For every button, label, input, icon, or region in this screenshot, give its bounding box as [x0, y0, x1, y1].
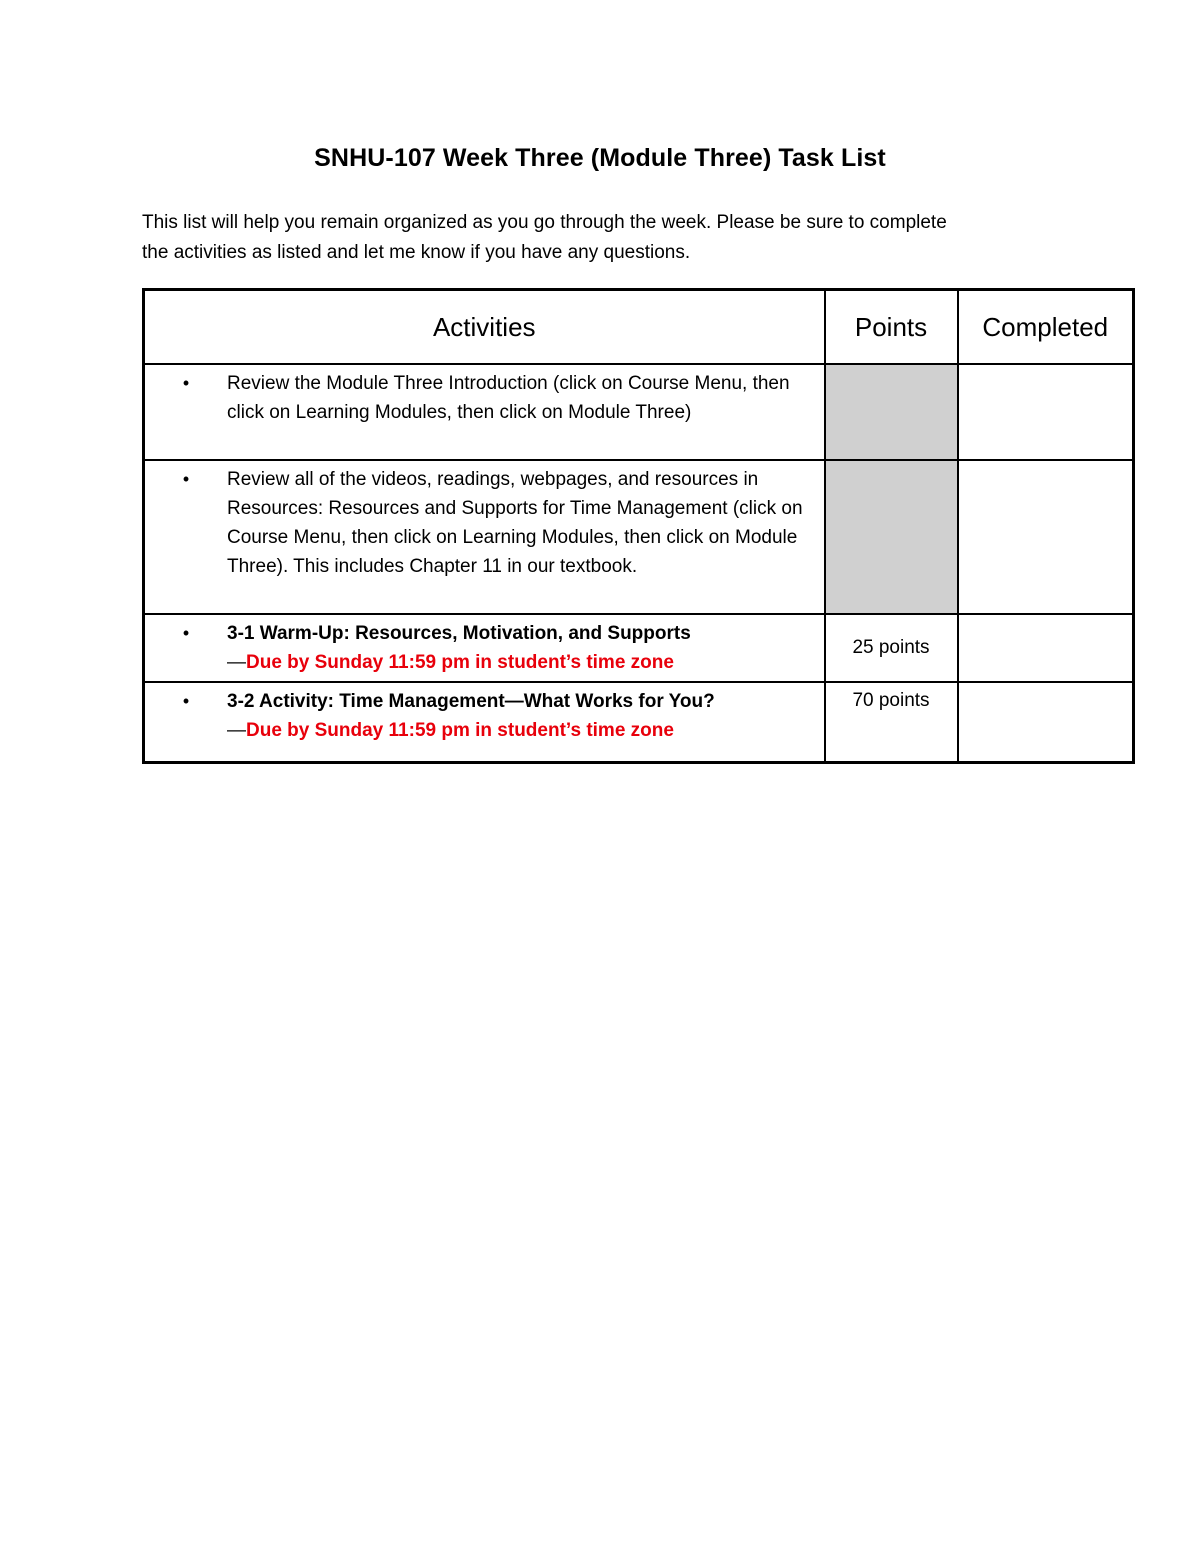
due-date-text: Due by Sunday 11:59 pm in student’s time zone	[246, 652, 674, 673]
points-cell: 70 points	[825, 682, 958, 763]
bullet-icon: •	[182, 373, 190, 393]
dash: —	[227, 720, 246, 741]
activity-title: 3-2 Activity: Time Management—What Works for You?	[227, 691, 715, 712]
dash: —	[227, 652, 246, 673]
due-date-text: Due by Sunday 11:59 pm in student’s time zone	[246, 720, 674, 741]
activity-cell	[144, 460, 825, 614]
activity-text: Review all of the videos, readings, webpages, and resources in Resources: Resources and Supports for Time Management (click on Course Menu, then click on Learning Modules, then click on Module Three). This includes Chapter 11 in our textbook.	[227, 469, 803, 577]
activity-text	[227, 619, 810, 677]
completed-cell	[958, 364, 1134, 460]
bullet-icon: •	[182, 691, 190, 711]
header-points: Points	[825, 290, 958, 365]
completed-cell	[958, 460, 1134, 614]
activity-text: Review the Module Three Introduction (click on Course Menu, then click on Learning Modules, then click on Module Three)	[227, 373, 790, 423]
points-cell	[825, 460, 958, 614]
intro-line: This list will help you remain organized as you go through the week. Please be sure to complete	[142, 212, 947, 233]
table-row	[144, 682, 1134, 763]
activity-title: 3-1 Warm-Up: Resources, Motivation, and Supports	[227, 623, 691, 644]
activity-cell	[144, 614, 825, 682]
bullet-icon: •	[182, 469, 190, 489]
completed-cell	[958, 614, 1134, 682]
header-activities: Activities	[144, 290, 825, 365]
points-cell: 25 points	[825, 614, 958, 682]
activity-text	[227, 687, 810, 745]
table-row	[144, 614, 1134, 682]
activity-cell	[144, 682, 825, 763]
intro-line: the activities as listed and let me know if you have any questions.	[142, 242, 691, 263]
task-table	[142, 288, 1135, 764]
header-completed: Completed	[958, 290, 1134, 365]
intro-text	[142, 208, 1082, 268]
table-row	[144, 460, 1134, 614]
due-date-note	[227, 716, 810, 745]
points-cell	[825, 364, 958, 460]
page-title: SNHU-107 Week Three (Module Three) Task List	[314, 144, 886, 172]
due-date-note	[227, 648, 810, 677]
bullet-icon: •	[182, 623, 190, 643]
completed-cell	[958, 682, 1134, 763]
activity-cell	[144, 364, 825, 460]
table-row	[144, 364, 1134, 460]
table-header-row	[144, 290, 1134, 365]
